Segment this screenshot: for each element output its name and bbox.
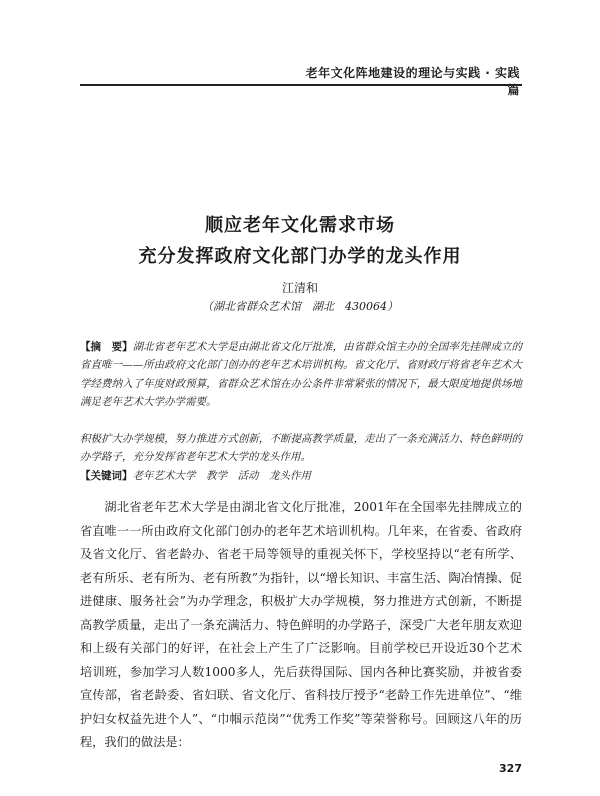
keywords-label: 【关键词】 <box>80 470 133 482</box>
page-number: 327 <box>499 762 522 775</box>
abstract-paragraph-2 <box>80 430 522 467</box>
author: 江清和 <box>281 281 318 295</box>
abstract-label: 【摘 要】 <box>80 341 133 353</box>
running-head: 老年文化阵地建设的理论与实践 · 实践篇 <box>305 66 520 97</box>
abstract-text-2: 积极扩大办学规模，努力推进方式创新，不断提高教学质量，走出了一条充满活力、特色鲜明的办学路子，充分发挥省老年艺术大学的龙头作用。 <box>80 433 522 464</box>
keywords-line <box>80 468 522 483</box>
title-line-1: 顺应老年文化需求市场 <box>205 215 395 236</box>
abstract-paragraph-1 <box>80 338 522 411</box>
title-line-2: 充分发挥政府文化部门办学的龙头作用 <box>138 246 462 267</box>
header-rule <box>80 84 522 86</box>
affiliation: （湖北省群众艺术馆 湖北 430064） <box>202 300 398 313</box>
abstract-text-1: 湖北省老年艺术大学是由湖北省文化厅批准，由省群众馆主办的全国率先挂牌成立的省直唯一——所由政府文化部门创办的老年艺术培训机构。省文化厅、省财政厅将省老年艺术大学经费纳入了年度财政预算，省群众艺术馆在办公条件非常紧张的情况下，最大限度地提供场地满足老年艺术大学办学需要。 <box>80 341 523 408</box>
body-paragraph: 湖北省老年艺术大学是由湖北省文化厅批准，2001年在全国率先挂牌成立的省直唯一一所由政府文化部门创办的老年艺术培训机构。几年来，在省委、省政府及省文化厅、省老龄办、省老干局等领导的重视关怀下，学校坚持以“老有所学、老有所乐、老有所为、老有所教”为指针，以“增长知识、丰富生活、陶冶情操、促进健康、服务社会”为办学理念，积极扩大办学规模，努力推进方式创新，不断提高教学质量，走出了一条充满活力、特色鲜明的办学路子，深受广大老年朋友欢迎和上级有关部门的好评，在社会上产生了广泛影响。目前学校已开设近30个艺术培训班，参加学习人数1000多人，先后获得国际、国内各种比赛奖励，并被省委宣传部，省老龄委、省妇联、省文化厅、省科技厅授予“老龄工作先进单位”、“维护妇女权益先进个人”、“巾帼示范岗”“优秀工作奖”等荣誉称号。回顾这八年的历程，我们的做法是： <box>80 500 522 749</box>
keywords-text: 老年艺术大学 教学 活动 龙头作用 <box>132 470 311 482</box>
